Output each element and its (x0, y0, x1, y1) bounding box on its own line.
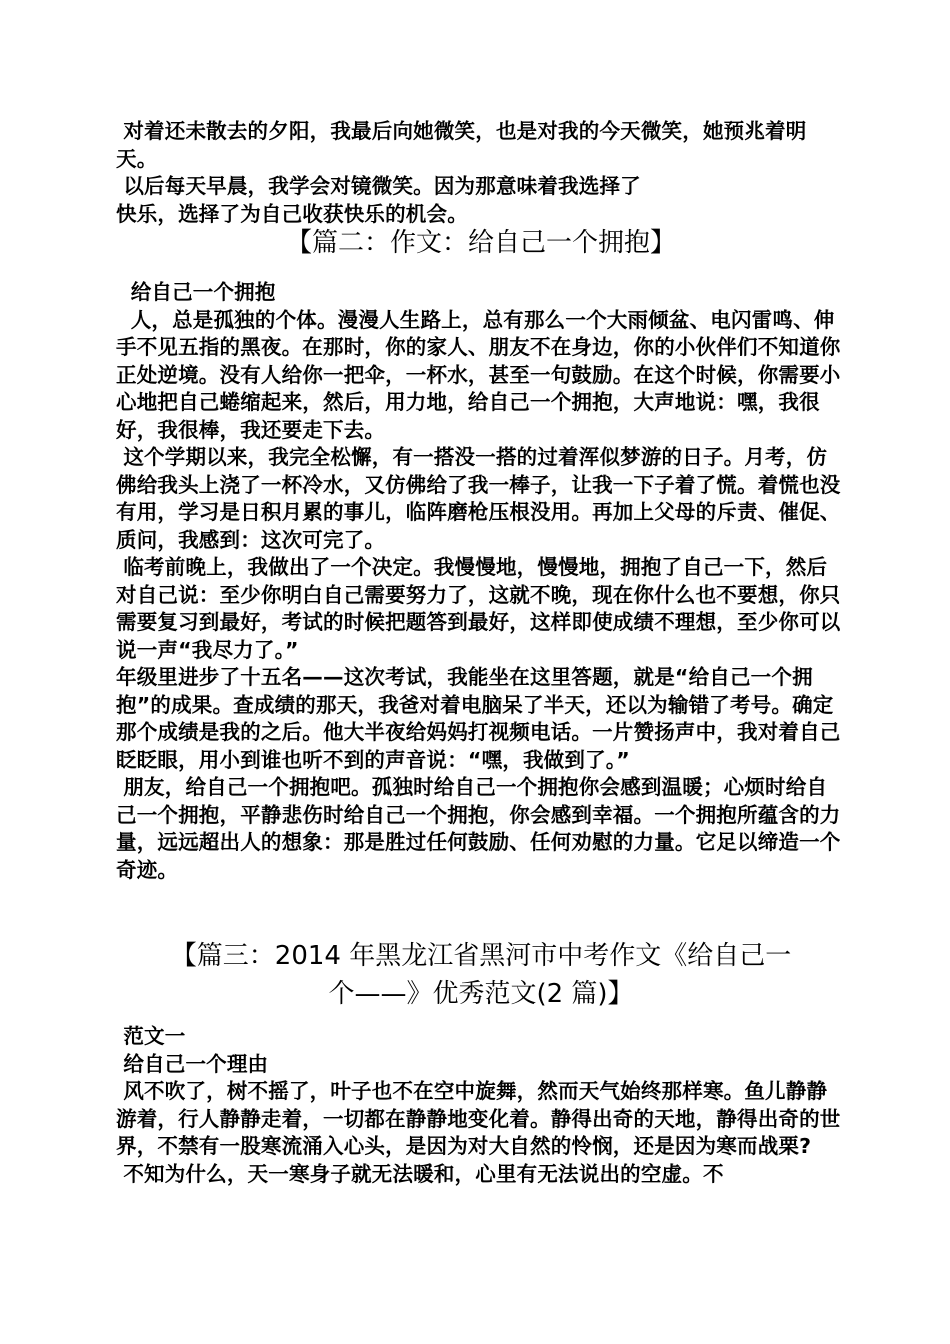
paragraph: 风不吹了，树不摇了，叶子也不在空中旋舞，然而天气始终那样寒。鱼儿静静游着，行人静静走着，一切都在静静地变化着。静得出奇的天地，静得出奇的世界，不禁有一股寒流涌入心头，是因为对大自然的怜悯，还是因为寒而战栗? (116, 1079, 841, 1158)
section3-text-block (116, 1023, 846, 1188)
paragraph: 朋友，给自己一个拥抱吧。孤独时给自己一个拥抱你会感到温暖；心烦时给自己一个拥抱，平静悲伤时给自己一个拥抱，你会感到幸福。一个拥抱所蕴含的力量，远远超出人的想象：那是胜过任何鼓励、任何劝慰的力量。它足以缔造一个奇迹。 (116, 775, 841, 882)
section-heading-line: 个——》优秀范文(2 篇)】 (328, 979, 634, 1009)
paragraph: 这个学期以来，我完全松懈，有一搭没一搭的过着浑似梦游的日子。月考，仿佛给我头上浇了一杯冷水，又仿佛给了我一棒子，让我一下子着了慌。着慌也没有用，学习是日积月累的事儿，临阵磨枪压根没用。再加上父母的斥责、催促、质问，我感到：这次可完了。 (116, 445, 841, 552)
paragraph: 不知为什么，天一寒身子就无法暖和，心里有无法说出的空虚。不 (116, 1161, 724, 1186)
intro-text-block (116, 118, 846, 228)
section-heading-line: 【篇三：2014 年黑龙江省黑河市中考作文《给自己一 (170, 941, 792, 971)
paragraph: 临考前晚上，我做出了一个决定。我慢慢地，慢慢地，拥抱了自己一下，然后对自己说：至少你明白自己需要努力了，这就不晚，现在你什么也不要想，你只需要复习到最好，考试的时候把题答到最好，这样即使成绩不理想，至少你可以说一声“我尽力了。” (116, 555, 841, 662)
paragraph: 年级里进步了十五名——这次考试，我能坐在这里答题，就是“给自己一个拥抱”的成果。查成绩的那天，我爸对着电脑呆了半天，还以为输错了考号。确定那个成绩是我的之后。他大半夜给妈妈打视频电话。一片赞扬声中，我对着自己眨眨眼，用小到谁也听不到的声音说：“嘿，我做到了。” (116, 665, 841, 772)
paragraph: 以后每天早晨，我学会对镜微笑。因为那意味着我选择了 快乐，选择了为自己收获快乐的机会。 (116, 174, 641, 226)
essay-title: 给自己一个理由 (116, 1051, 269, 1076)
paragraph: 人，总是孤独的个体。漫漫人生路上，总有那么一个大雨倾盆、电闪雷鸣、伸手不见五指的黑夜。在那时，你的家人、朋友不在身边，你的小伙伴们不知道你正处逆境。没有人给你一把伞，一杯水，甚至一句鼓励。在这个时候，你需要小心地把自己蜷缩起来，然后，用力地，给自己一个拥抱，大声地说：嘿，我很好，我很棒，我还要走下去。 (116, 307, 841, 442)
section2-text-block (116, 279, 846, 884)
section-heading: 【篇二：作文：给自己一个拥抱】 (285, 228, 676, 258)
paragraph: 对着还未散去的夕阳，我最后向她微笑，也是对我的今天微笑，她预兆着明天。 (116, 119, 807, 171)
essay-title: 给自己一个拥抱 (116, 280, 276, 304)
sample-label: 范文一 (116, 1024, 186, 1048)
